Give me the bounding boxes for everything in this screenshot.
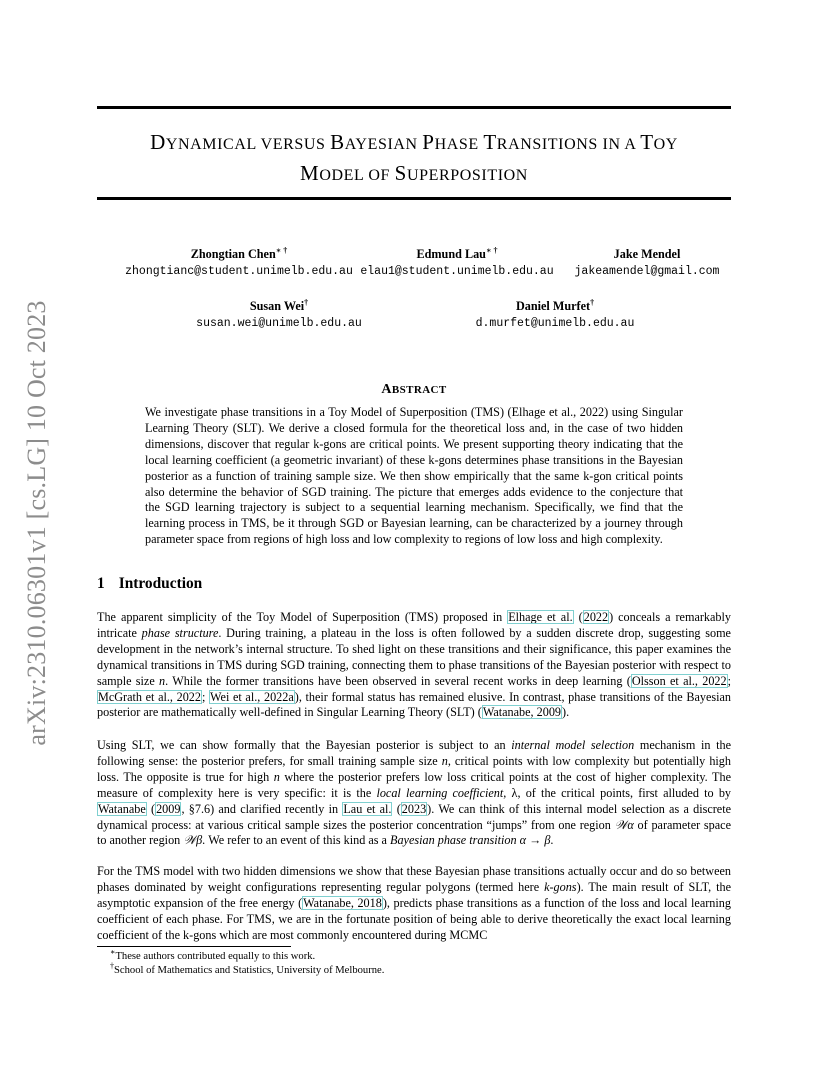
author-block: Edmund Lau∗ † elau1@student.unimelb.edu.au: [352, 246, 562, 280]
intro-paragraph-2: Using SLT, we can show formally that the Bayesian posterior is subject to an internal model selection mechanism in the following sense: the posterior prefers, for small training sample size n, critical points with low complexity but potentially high loss. The opposite is true for high n where the posterior prefers low loss critical points at the cost of higher complexity. The measure of complexity here is very specific: it is the local learning coefficient, λ, of the critical points, first alluded to by Watanabe (2009, §7.6) and clarified recently in Lau et al. (2023). We can think of this internal model selection as a discrete dynamical process: at various critical sample sizes the posterior concentration “jumps” from one region 𝒲α of parameter space to another region 𝒲β. We refer to an event of this kind as a Bayesian phase transition α → β.: [97, 738, 732, 848]
citation-link[interactable]: Watanabe, 2009: [482, 705, 562, 720]
footnote: †School of Mathematics and Statistics, University of Melbourne.: [110, 961, 385, 976]
citation-link[interactable]: Lau et al.: [343, 801, 392, 816]
arxiv-stamp-text: arXiv:2310.06301v1 [cs.LG] 10 Oct 2023: [22, 300, 51, 746]
abstract-text: We investigate phase transitions in a Toy Model of Superposition (TMS) (Elhage et al., 2022) using Singular Learning Theory (SLT). We derive a closed formula for the theoretical loss and, in the case of two hidden dimensions, discover that regular k-gons are critical points. We present supporting theory indicating that the local learning coefficient (a geometric invariant) of these k-gons determines phase transitions in the Bayesian posterior as a function of training sample size. We then show empirically that the same k-gon critical points also determine the behavior of SGD training. The picture that emerges adds evidence to the conjecture that the SGD learning trajectory is subject to a sequential learning mechanism. Specifically, we find that the learning process in TMS, be it through SGD or Bayesian learning, can be characterized by a journey through parameter space from regions of high loss and low complexity to regions of low loss and high complexity.: [145, 405, 683, 547]
author-email[interactable]: jakeamendel@gmail.com: [574, 265, 720, 278]
author-email[interactable]: zhongtianc@student.unimelb.edu.au: [125, 265, 353, 278]
abstract-heading: ABSTRACT: [381, 382, 447, 397]
footnote-rule: [97, 946, 291, 947]
author-block: Susan Wei† susan.wei@unimelb.edu.au: [178, 298, 380, 332]
author-name: Daniel Murfet: [515, 299, 591, 313]
citation-link[interactable]: Watanabe, 2018: [303, 895, 382, 910]
author-name: Susan Wei: [249, 299, 305, 313]
author-name: Zhongtian Chen: [190, 247, 276, 261]
author-name: Jake Mendel: [613, 247, 681, 261]
section-heading: [97, 575, 202, 593]
citation-link[interactable]: 2009: [156, 801, 181, 816]
author-block: Zhongtian Chen∗ † zhongtianc@student.unimelb.edu.au: [100, 246, 378, 280]
intro-paragraph-3: For the TMS model with two hidden dimensions we show that these Bayesian phase transitions actually occur and do so between phases dominated by weight configurations representing regular polygons (termed here k-gons). The main result of SLT, the asymptotic expansion of the free energy (Watanabe, 2018), predicts phase transitions as a function of the loss and local learning coefficient of each phase. For TMS, we are in the fortunate position of being able to derive theoretically the exact local learning coefficient of the k-gons which are most commonly encountered during MCMC: [97, 864, 732, 942]
title-line-2: MODEL OF SUPERPOSITION: [300, 161, 528, 185]
section-title: Introduction: [118, 575, 203, 592]
paper-title: [97, 128, 731, 190]
author-email[interactable]: d.murfet@unimelb.edu.au: [475, 317, 635, 330]
citation-link[interactable]: Wei et al., 2022a: [210, 689, 294, 704]
footnote: ∗These authors contributed equally to this work.: [110, 947, 316, 962]
citation-link[interactable]: Olsson et al., 2022: [631, 673, 727, 688]
author-email[interactable]: susan.wei@unimelb.edu.au: [196, 317, 362, 330]
section-number: 1: [97, 575, 105, 592]
title-bottom-rule: [97, 197, 731, 200]
author-block: Daniel Murfet† d.murfet@unimelb.edu.au: [450, 298, 660, 332]
title-line-1: DYNAMICAL VERSUS BAYESIAN PHASE TRANSITIONS IN A TOY: [150, 130, 678, 154]
citation-link[interactable]: Elhage et al.: [508, 610, 573, 624]
author-email[interactable]: elau1@student.unimelb.edu.au: [360, 265, 554, 278]
citation-link[interactable]: 2023: [401, 801, 427, 816]
citation-link[interactable]: Watanabe: [98, 801, 146, 816]
intro-paragraph-1: The apparent simplicity of the Toy Model of Superposition (TMS) proposed in Elhage et al. (2022) conceals a remarkably intricate phase structure. During training, a plateau in the loss is often followed by a sudden discrete drop, suggesting some development in the network’s internal structure. To shed light on these transitions and their significance, this paper examines the dynamical transitions in TMS during SGD training, connecting them to phase transitions of the Bayesian posterior with respect to sample size n. While the former transitions have been observed in several recent works in deep learning (Olsson et al., 2022; McGrath et al., 2022; Wei et al., 2022a), their formal status has remained elusive. In contrast, phase transitions of the Bayesian posterior are mathematically well-defined in Singular Learning Theory (SLT) (Watanabe, 2009).: [97, 610, 732, 720]
citation-link[interactable]: McGrath et al., 2022: [98, 689, 201, 704]
title-top-rule: [97, 106, 731, 109]
citation-link[interactable]: 2022: [583, 610, 609, 624]
author-block: [566, 246, 728, 280]
author-name: Edmund Lau: [416, 247, 486, 261]
